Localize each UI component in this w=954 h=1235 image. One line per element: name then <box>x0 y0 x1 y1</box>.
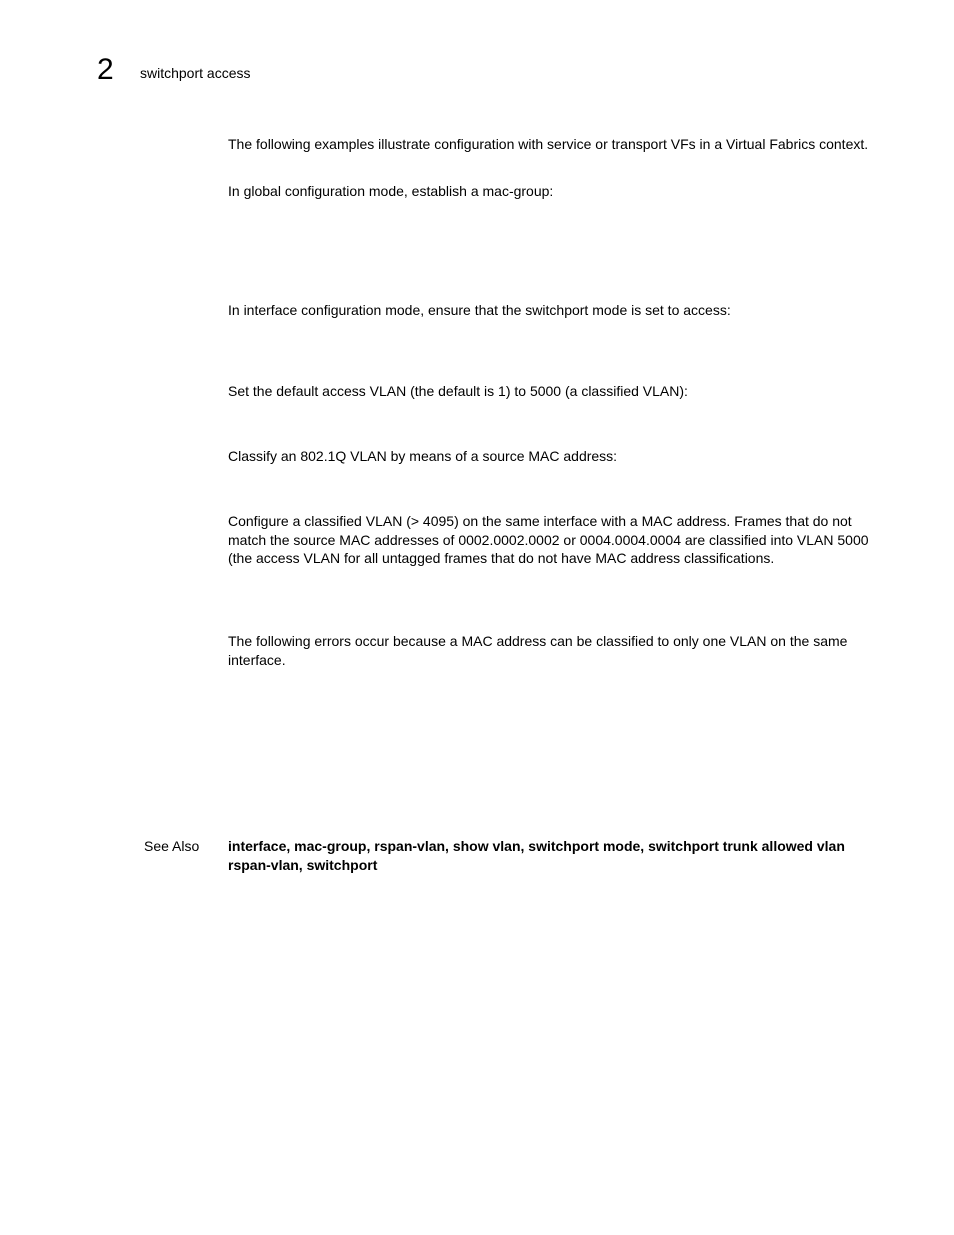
paragraph-intro: The following examples illustrate configuration with service or transport VFs in a Virtual Fabrics context. <box>228 136 869 152</box>
paragraph-classified-vlan: Configure a classified VLAN (> 4095) on the same interface with a MAC address. Frames that do not match the source MAC addresses of 0002.0002.0002 or 0004.0004.0004 are classified into VLAN 5000 (the access VLAN for all untagged frames that do not have MAC address classifications. <box>228 513 869 567</box>
chapter-number: 2 <box>97 53 114 86</box>
see-also-label: See Also <box>144 838 200 854</box>
running-title: switchport access <box>140 65 251 81</box>
paragraph-default-vlan: Set the default access VLAN (the default is 1) to 5000 (a classified VLAN): <box>228 383 688 399</box>
paragraph-global-config: In global configuration mode, establish a mac-group: <box>228 183 554 199</box>
see-also-links[interactable]: interface, mac-group, rspan-vlan, show vlan, switchport mode, switchport trunk allowed vlan rspan-vlan, switchport <box>228 838 845 873</box>
paragraph-errors: The following errors occur because a MAC address can be classified to only one VLAN on the same interface. <box>228 633 848 668</box>
paragraph-classify-vlan: Classify an 802.1Q VLAN by means of a source MAC address: <box>228 448 618 464</box>
paragraph-interface-config: In interface configuration mode, ensure that the switchport mode is set to access: <box>228 302 731 318</box>
